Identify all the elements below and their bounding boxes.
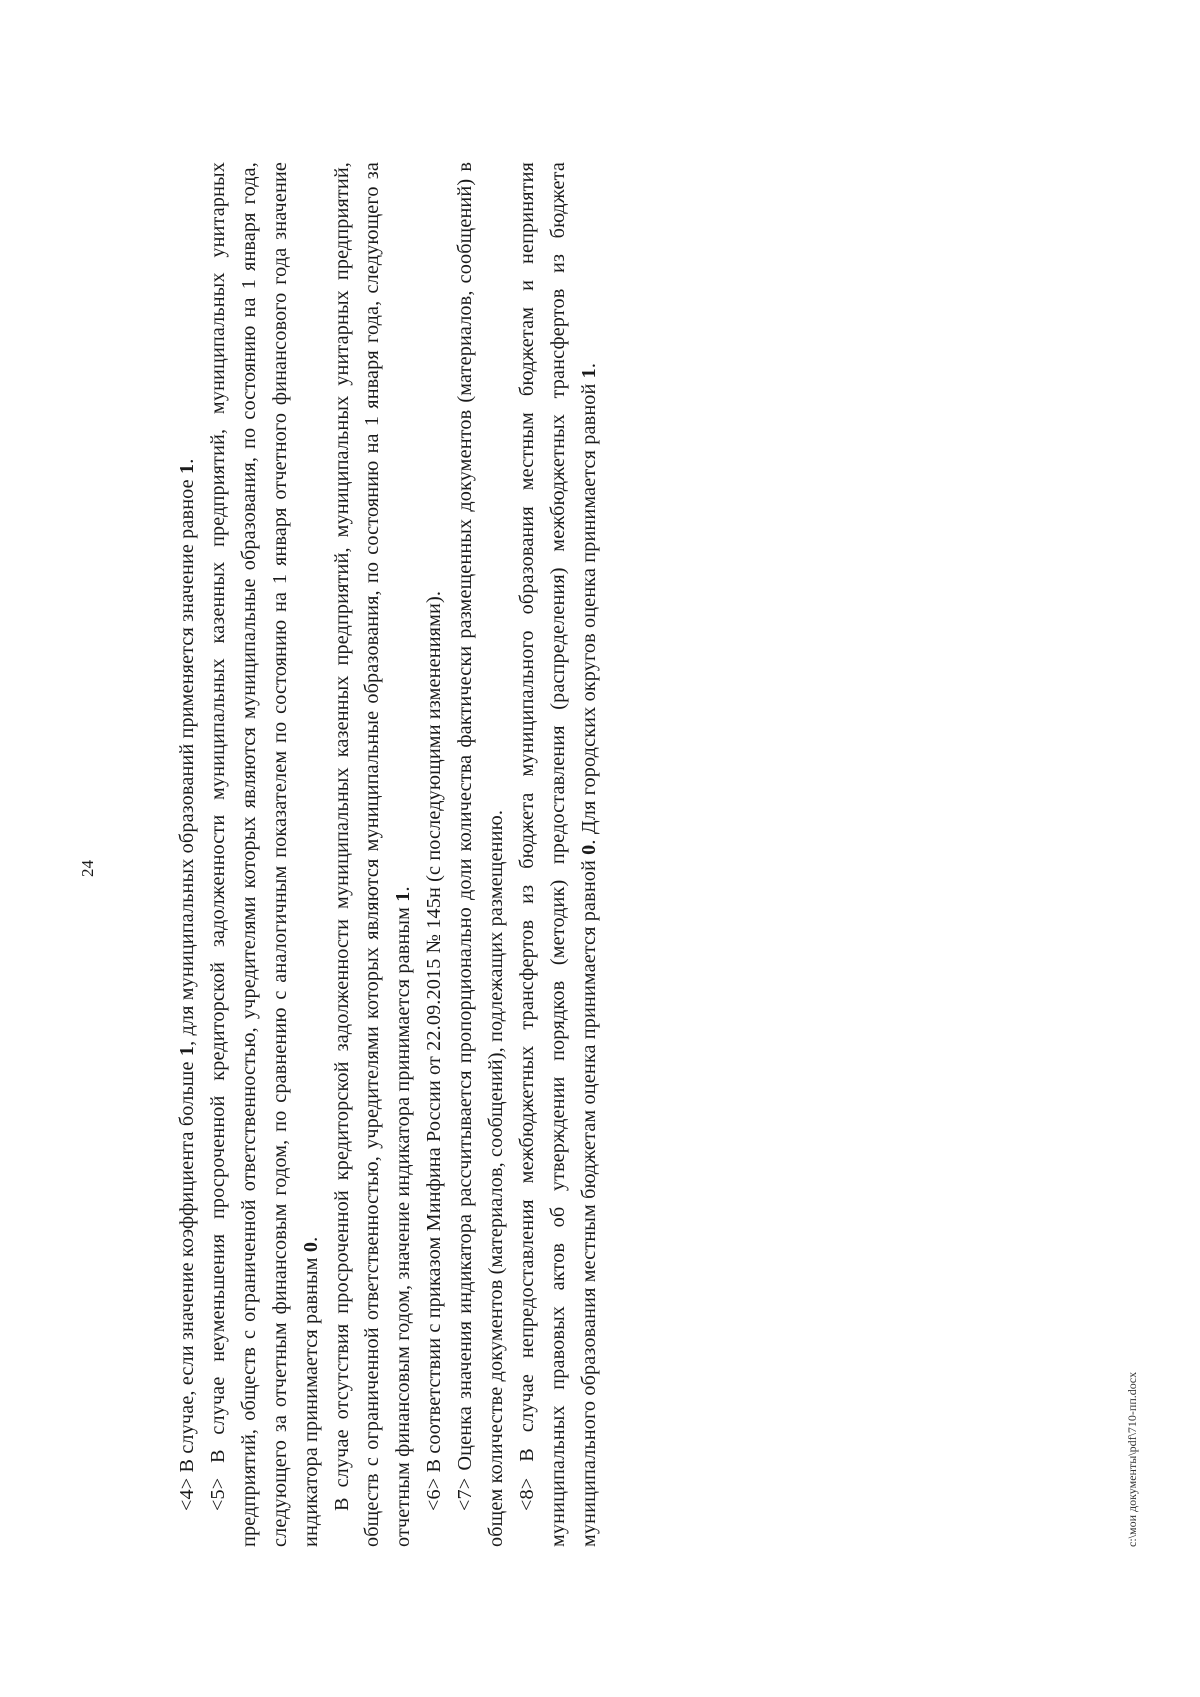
footnote-4-text-1: <4> В случае, если значение коэффициента больше <box>176 1056 198 1511</box>
footnote-5-text-1: <5> В случае неуменьшения просроченной кредиторской задолженности муниципальных казенных предприятий, муниципальных унитарных предприятий, обществ с ограниченной ответственностью, учредителями которых являются муниципальные образования, по состоянию на 1 января года, следующего за отчетным финансовым годом, по сравнению с аналогичным показателем по состоянию на 1 января отчетного финансового года значение индикатора принимается равным <box>206 162 322 1547</box>
footnote-8 <box>512 162 605 1547</box>
footnotes-body <box>172 162 605 1547</box>
footnote-8-text-2: . Для городских округов оценка принимается равной <box>577 378 600 845</box>
footnote-4-text-3: . <box>176 458 198 464</box>
footnote-5 <box>203 162 327 1547</box>
footnote-8-bold-value-2: 1 <box>577 368 600 379</box>
footnote-7-text: <7> Оценка значения индикатора рассчитывается пропорционально доли количества фактически размещенных документов (материалов, сообщений) в общем количестве документов (материалов, сообщений), подлежащих размещению. <box>454 162 508 1547</box>
footnote-6 <box>419 162 450 1547</box>
footnote-5-cont-text-1: В случае отсутствия просроченной кредиторской задолженности муниципальных казенных предприятий, муниципальных унитарных предприятий, обществ с ограниченной ответственностью, учредителями которых являются муниципальные образования, по состоянию на 1 января года, следующего за отчетным финансовым годом, значение индикатора принимается равным <box>330 162 415 1547</box>
footnote-5-text-2: . <box>299 1236 322 1242</box>
footer-file-path: c:\мои документы\pdf\710-пп.docx <box>1125 1371 1139 1547</box>
footnote-4-text-2: , для муниципальных образований применяется значение равное <box>176 474 198 1046</box>
footnote-4-bold-value-1: 1 <box>176 1045 198 1057</box>
footnote-7 <box>450 162 512 1547</box>
footnote-6-text: <6> В соответствии с приказом Минфина России от 22.09.2015 № 145н (с последующими изменениями). <box>423 590 446 1511</box>
footnote-5-cont-bold-value: 1 <box>392 891 415 902</box>
footnote-8-bold-value-1: 0 <box>577 844 600 855</box>
footnote-8-text-1: <8> В случае непредоставления межбюджетных трансфертов из бюджета муниципального образования местным бюджетам и непринятия муниципальных правовых актов об утверждении порядков (методик) предоставления (распределения) межбюджетных трансфертов из бюджета муниципального образования местным бюджетам оценка принимается равной <box>515 162 600 1547</box>
footnote-5-continuation <box>327 162 420 1547</box>
page-number: 24 <box>78 860 97 877</box>
footnote-5-bold-value: 0 <box>299 1241 322 1253</box>
footnote-5-cont-text-2: . <box>392 886 415 892</box>
footnote-8-text-3: . <box>577 362 600 369</box>
footnote-4-bold-value-2: 1 <box>176 463 198 475</box>
footnote-4 <box>172 162 203 1547</box>
